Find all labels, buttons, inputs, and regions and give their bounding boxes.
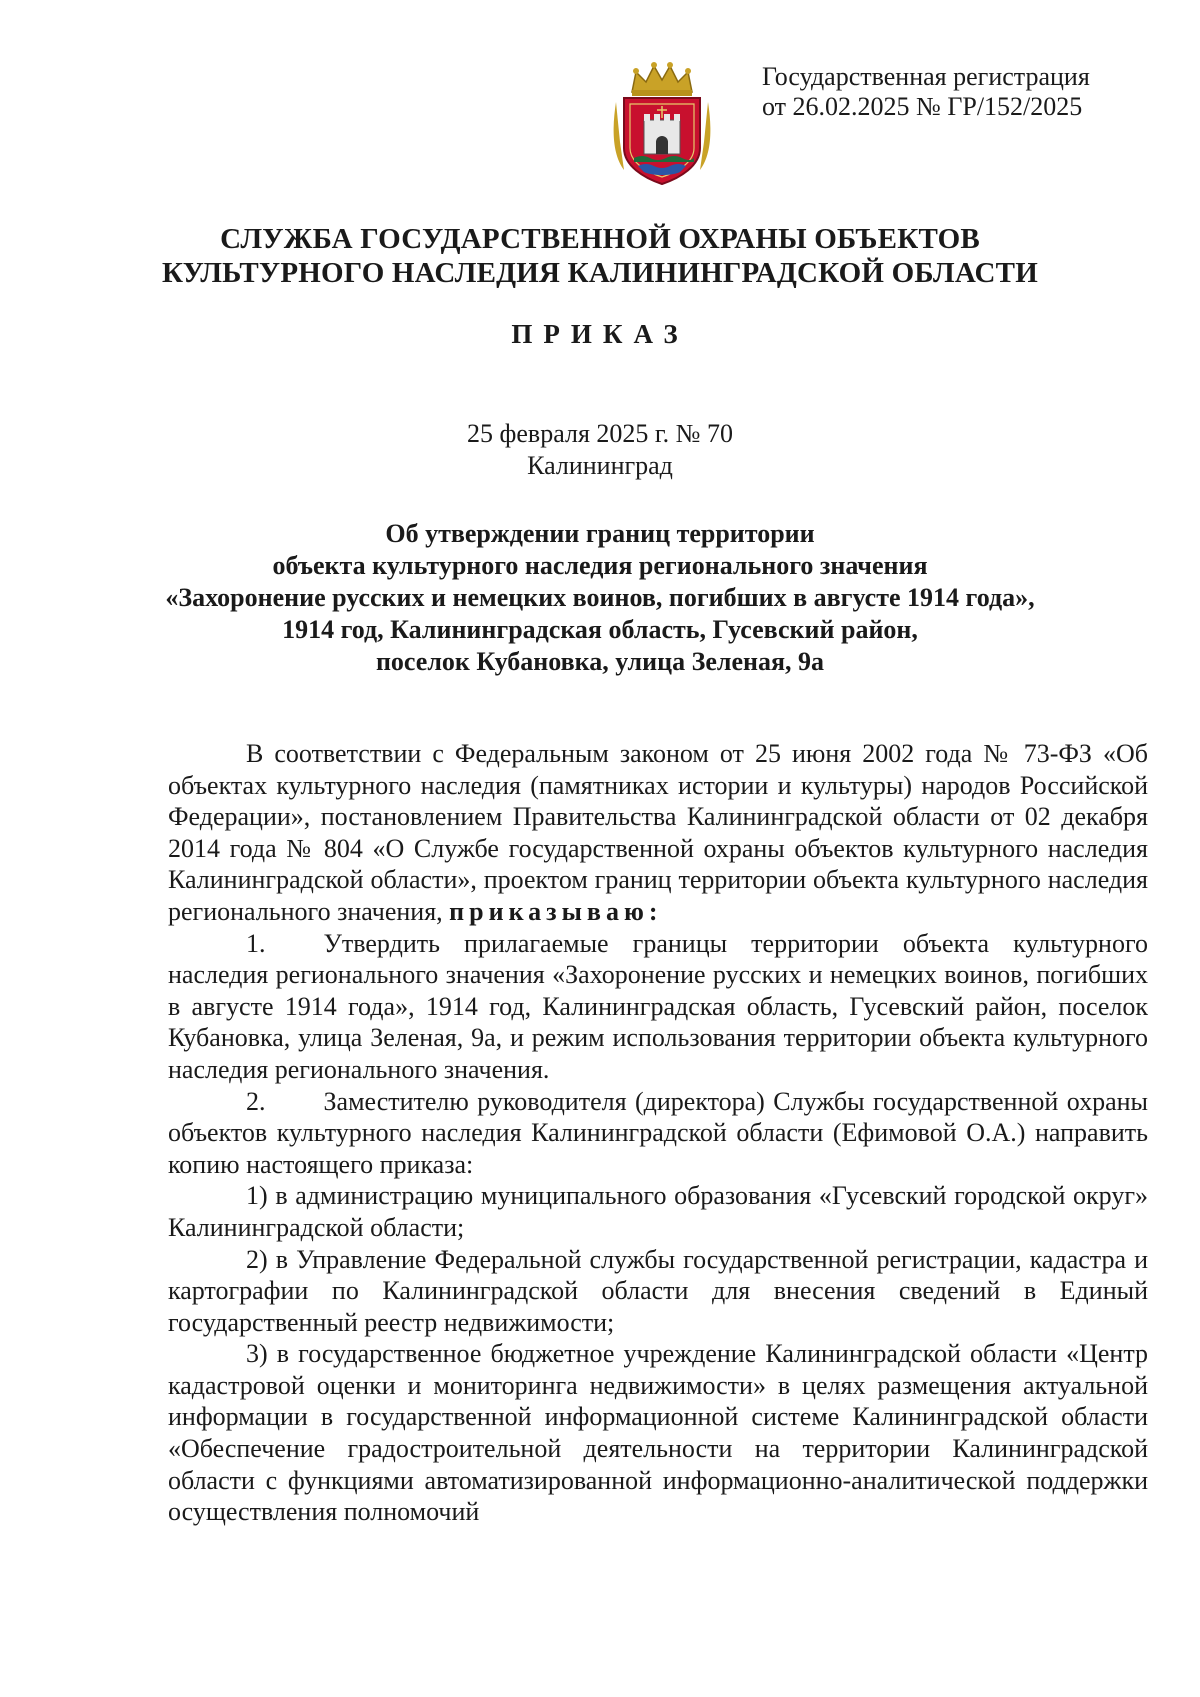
- registration-line-1: Государственная регистрация: [762, 62, 1090, 91]
- organization-line-2: КУЛЬТУРНОГО НАСЛЕДИЯ КАЛИНИНГРАДСКОЙ ОБЛАСТИ: [162, 257, 1038, 289]
- date-line: 25 февраля 2025 г. № 70: [467, 419, 733, 448]
- item-1-text: Утвердить прилагаемые границы территории объекта культурного наследия регионального значения «Захоронение русских и немецких воинов, погибших в августе 1914 года», 1914 год, Калининградская область, Гусевский район, поселок Кубановка, улица Зеленая, 9а, и режим использования территории объекта культурного наследия регионального значения.: [168, 928, 1148, 1084]
- preamble-text: В соответствии с Федеральным законом от 25 июня 2002 года № 73-ФЗ «Об объектах культурного наследия (памятниках истории и культуры) народов Российской Федерации», постановлением Правительства Калининградской области от 02 декабря 2014 года № 804 «О Службе государственной охраны объектов культурного наследия Калининградской области», проектом границ территории объекта культурного наследия регионального значения,: [168, 739, 1148, 926]
- document-subject: [0, 518, 1200, 678]
- item-2-paragraph: [168, 1086, 1148, 1181]
- item-1-number: 1.: [246, 928, 266, 958]
- subitem-2-paragraph: 2) в Управление Федеральной службы государственной регистрации, кадастра и картографии по Калининградской области для внесения сведений в Единый государственный реестр недвижимости;: [168, 1244, 1148, 1337]
- organization-name: [0, 222, 1200, 290]
- subject-line: Об утверждении границ территории: [385, 519, 815, 548]
- subject-line: «Захоронение русских и немецких воинов, погибших в августе 1914 года»,: [165, 583, 1035, 612]
- date-and-place: [0, 418, 1200, 482]
- kaliningrad-coat-of-arms-icon: [610, 58, 714, 186]
- item-2-text: Заместителю руководителя (директора) Службы государственной охраны объектов культурного наследия Калининградской области (Ефимовой О.А.) направить копию настоящего приказа:: [168, 1086, 1148, 1179]
- item-1-paragraph: [168, 928, 1148, 1086]
- subitem-1-paragraph: 1) в администрацию муниципального образования «Гусевский городской округ» Калининградской области;: [168, 1181, 1148, 1242]
- subject-line: объекта культурного наследия регионального значения: [272, 551, 928, 580]
- city-line: Калининград: [527, 451, 673, 480]
- decree-word: приказываю:: [449, 896, 663, 926]
- document-body: [168, 738, 1148, 1528]
- preamble-paragraph: [168, 738, 1148, 928]
- registration-line-2: от 26.02.2025 № ГР/152/2025: [762, 92, 1083, 121]
- item-2-number: 2.: [246, 1086, 266, 1116]
- subject-line: поселок Кубановка, улица Зеленая, 9а: [375, 647, 825, 676]
- subitem-3-paragraph: 3) в государственное бюджетное учреждение Калининградской области «Центр кадастровой оценки и мониторинга недвижимости» в целях размещения актуальной информации в государственной информационной системе Калининградской области «Обеспечение градостроительной деятельности на территории Калининградской области с функциями автоматизированной информационно-аналитической поддержки осуществления полномочий: [168, 1339, 1148, 1527]
- organization-line-1: СЛУЖБА ГОСУДАРСТВЕННОЙ ОХРАНЫ ОБЪЕКТОВ: [220, 223, 980, 255]
- subject-line: 1914 год, Калининградская область, Гусевский район,: [282, 615, 918, 644]
- document-type: ПРИКАЗ: [511, 319, 689, 349]
- registration-stamp: [762, 62, 1162, 122]
